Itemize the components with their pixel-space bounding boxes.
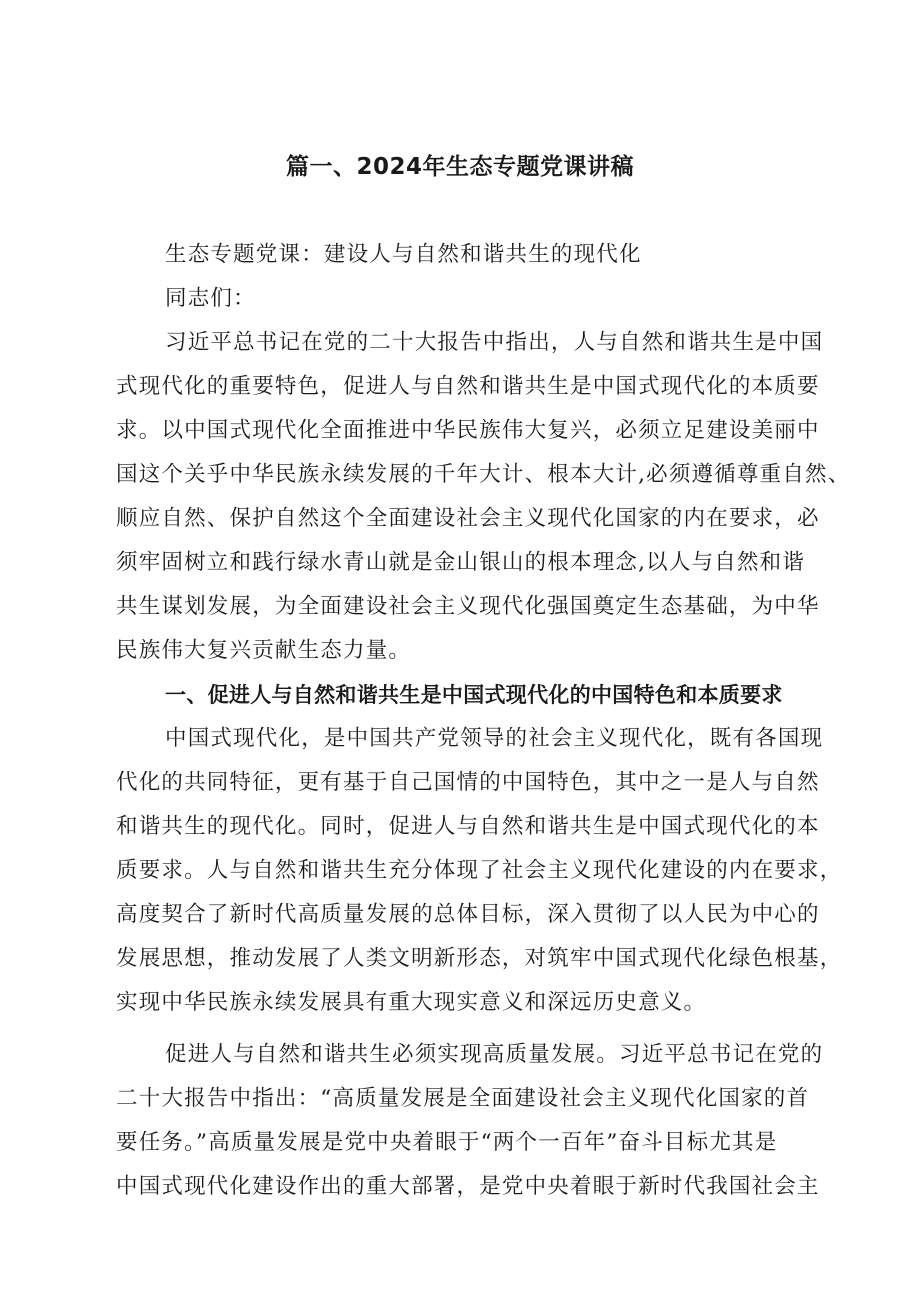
paragraph-1-line: 求。以中国式现代化全面推进中华民族伟大复兴，必须立足建设美丽中 xyxy=(116,418,820,443)
paragraph-1-line: 须牢固树立和践行绿水青山就是金山银山的根本理念,以人与自然和谐 xyxy=(116,550,806,575)
paragraph-1-line: 民族伟大复兴贡献生态力量。 xyxy=(116,638,412,663)
paragraph-1-line: 国这个关乎中华民族永续发展的千年大计、根本大计,必须遵循尊重自然、 xyxy=(116,462,851,487)
paragraph-1-line: 顺应自然、保护自然这个全面建设社会主义现代化国家的内在要求，必 xyxy=(116,506,820,531)
paragraph-3-line: 要任务。”高质量发展是党中央着眼于“两个一百年”奋斗目标尤其是 xyxy=(116,1130,778,1155)
paragraph-2-line: 实现中华民族永续发展具有重大现实意义和深远历史意义。 xyxy=(116,990,707,1015)
paragraph-3-line: 促进人与自然和谐共生必须实现高质量发展。习近平总书记在党的 xyxy=(165,1042,824,1067)
paragraph-2-line: 高度契合了新时代高质量发展的总体目标，深入贯彻了以人民为中心的 xyxy=(116,902,820,927)
paragraph-1-line: 习近平总书记在党的二十大报告中指出，人与自然和谐共生是中国 xyxy=(165,330,824,355)
paragraph-3-line: 二十大报告中指出：“高质量发展是全面建设社会主义现代化国家的首 xyxy=(116,1086,810,1111)
paragraph-1-line: 共生谋划发展，为全面建设社会主义现代化强国奠定生态基础，为中华 xyxy=(116,594,820,619)
salutation: 同志们： xyxy=(165,286,256,311)
paragraph-3-line: 中国式现代化建设作出的重大部署，是党中央着眼于新时代我国社会主 xyxy=(116,1174,820,1199)
paragraph-2-line: 代化的共同特征，更有基于自己国情的中国特色，其中之一是人与自然 xyxy=(116,770,820,795)
paragraph-2-line: 质要求。人与自然和谐共生充分体现了社会主义现代化建设的内在要求， xyxy=(116,858,843,883)
paragraph-1-line: 式现代化的重要特色，促进人与自然和谐共生是中国式现代化的本质要 xyxy=(116,374,820,399)
paragraph-2-line: 和谐共生的现代化。同时，促进人与自然和谐共生是中国式现代化的本 xyxy=(116,814,820,839)
section-heading: 一、促进人与自然和谐共生是中国式现代化的中国特色和本质要求 xyxy=(165,683,783,707)
paragraph-2-line: 发展思想，推动发展了人类文明新形态，对筑牢中国式现代化绿色根基， xyxy=(116,946,843,971)
document-title: 篇一、2024年生态专题党课讲稿 xyxy=(285,154,634,180)
lecture-subtitle: 生态专题党课：建设人与自然和谐共生的现代化 xyxy=(165,242,642,267)
paragraph-2-line: 中国式现代化，是中国共产党领导的社会主义现代化，既有各国现 xyxy=(165,726,824,751)
